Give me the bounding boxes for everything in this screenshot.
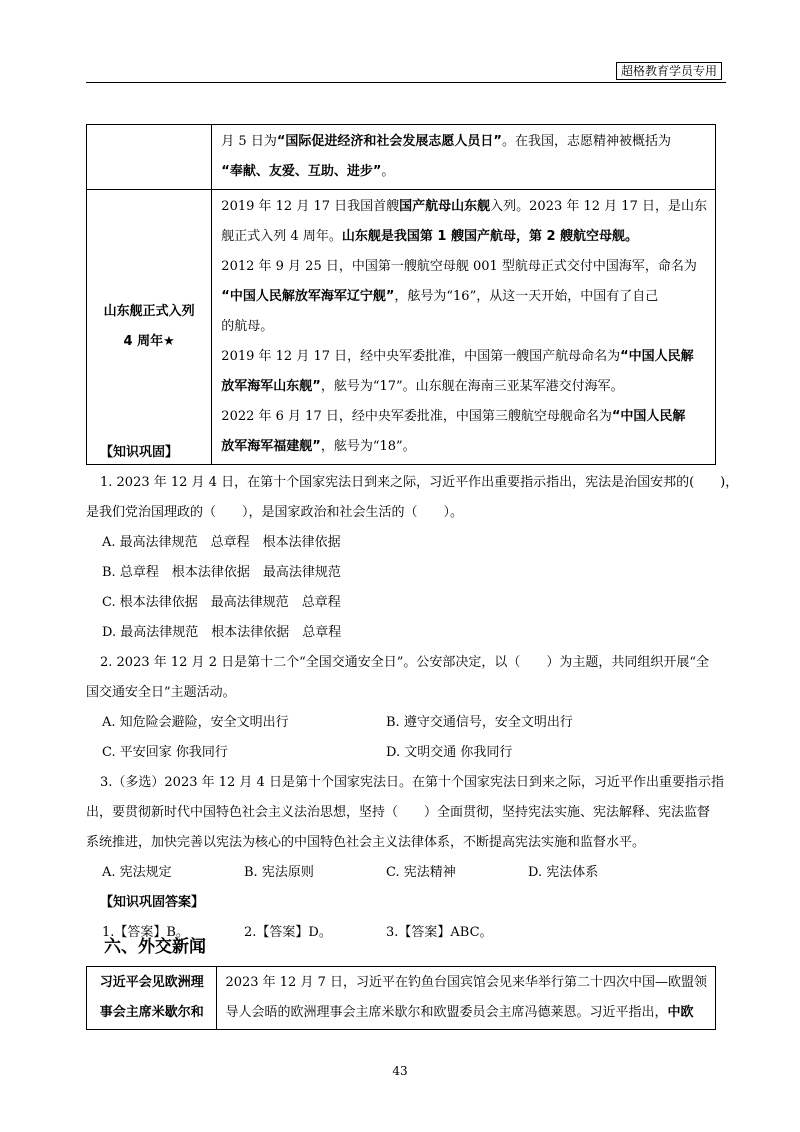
question-1 xyxy=(86,468,739,648)
text-line xyxy=(221,372,707,402)
bold-segment: “国际促进经济和社会发展志愿人员日” xyxy=(276,134,502,149)
text-line xyxy=(221,127,707,157)
table-row xyxy=(87,967,716,1030)
text-segment: 2019 年 12 月 17 日，经中央军委批准，中国第一艘国产航母命名为 xyxy=(221,349,621,364)
text-segment: 。 xyxy=(381,164,395,179)
page-number: 43 xyxy=(392,1064,408,1078)
topic-line: 习近平会见欧洲理 xyxy=(99,975,204,990)
question-text: 1. 2023 年 12 月 4 日，在第十个国家宪法日到来之际，习近平作出重要指示指出，宪法是治国安邦的( )， xyxy=(100,475,739,490)
news-table-1 xyxy=(86,124,716,465)
text-segment: ，舷号为“16”，从这一天开始，中国有了自己 xyxy=(394,289,659,304)
shandong-carrier-cell xyxy=(212,190,716,465)
option: A. 宪法规定 xyxy=(102,865,172,880)
topic-line: 事会主席米歇尔和 xyxy=(99,1005,204,1020)
text-segment: ，舷号为“18”。 xyxy=(320,439,416,454)
text-segment: 2023 年 12 月 7 日，习近平在钓鱼台国宾馆会见来华举行第二十四次中国—欧盟领 xyxy=(225,975,707,990)
text-line xyxy=(221,402,707,432)
text-line xyxy=(225,998,707,1028)
bold-segment: 国产航母山东舰 xyxy=(399,199,491,214)
option: C. 宪法精神 xyxy=(386,865,456,880)
text-segment: 舰正式入列 4 周年。 xyxy=(221,229,342,244)
question-text: 国交通安全日”主题活动。 xyxy=(86,685,236,700)
option: C. 平安回家 你我同行 xyxy=(102,745,228,760)
topic-line: 山东舰正式入列 xyxy=(103,304,195,319)
question-text: 出，要贯彻新时代中国特色社会主义法治思想，坚持（ ）全面贯彻，坚持宪法实施、宪法解释、宪法监督 xyxy=(86,805,711,820)
question-text: 系统推进，加快完善以宪法为核心的中国特色社会主义法律体系，不断提高宪法实施和监督水平。 xyxy=(86,835,646,850)
text-segment: 的航母。 xyxy=(221,319,274,334)
bold-segment: “中国人民解放军海军辽宁舰” xyxy=(221,289,395,304)
text-segment: 2012 年 9 月 25 日，中国第一艘航空母舰 001 型航母正式交付中国海军，命名为 xyxy=(221,259,697,274)
text-segment: ，舷号为“17”。山东舰在海南三亚某军港交付海军。 xyxy=(320,379,624,394)
bold-segment: 放军海军山东舰” xyxy=(221,379,321,394)
topic-xi-meets-eu xyxy=(87,967,217,1030)
bold-segment: 放军海军福建舰” xyxy=(221,439,321,454)
text-line xyxy=(221,192,707,222)
question-3 xyxy=(86,768,724,888)
option: D. 宪法体系 xyxy=(528,865,599,880)
bold-segment: “奉献、友爱、互助、进步” xyxy=(221,164,382,179)
xi-meets-eu-cell xyxy=(217,967,716,1030)
answers-title: 【知识巩固答案】 xyxy=(100,895,205,910)
quiz-section-title: 【知识巩固】 xyxy=(100,445,179,460)
quiz-section xyxy=(86,438,739,948)
question-text: 是我们党治国理政的（ ），是国家政治和社会生活的（ ）。 xyxy=(86,505,464,520)
option: A. 最高法律规范 总章程 根本法律依据 xyxy=(102,535,341,550)
option: A. 知危险会避险，安全文明出行 xyxy=(102,715,289,730)
option-row xyxy=(86,738,716,768)
option-row xyxy=(86,858,716,888)
text-line xyxy=(221,282,707,312)
bold-segment: “中国人民解 xyxy=(620,349,694,364)
text-segment: 月 5 日为 xyxy=(221,134,277,149)
text-line xyxy=(221,252,707,282)
answer: 2.【答案】D。 xyxy=(244,925,332,940)
option: D. 最高法律规范 根本法律依据 总章程 xyxy=(102,625,342,640)
text-segment: 。在我国，志愿精神被概括为 xyxy=(501,134,671,149)
bold-segment: “中国人民解 xyxy=(611,409,686,424)
option: B. 总章程 根本法律依据 最高法律规范 xyxy=(102,565,341,580)
question-text: 2. 2023 年 12 月 2 日是第十二个“全国交通安全日”。公安部决定，以（ ）为主题，共同组织开展“全 xyxy=(100,655,710,670)
answer: 1.【答案】B。 xyxy=(102,925,189,940)
text-line xyxy=(221,157,707,187)
option: D. 文明交通 你我同行 xyxy=(386,745,513,760)
question-text: 3.（多选）2023 年 12 月 4 日是第十个国家宪法日。在第十个国家宪法日到来之际，习近平作出重要指示指 xyxy=(100,775,724,790)
bold-segment: 中欧 xyxy=(667,1005,694,1020)
text-segment: 导人会晤的欧洲理事会主席米歇尔和欧盟委员会主席冯德莱恩。习近平指出， xyxy=(225,1005,668,1020)
text-segment: 入列。2023 年 12 月 17 日，是山东 xyxy=(490,199,707,214)
header-divider xyxy=(86,82,726,83)
text-segment: 2019 年 12 月 17 日我国首艘 xyxy=(221,199,400,214)
text-segment: 2022 年 6 月 17 日，经中央军委批准，中国第三艘航空母舰命名为 xyxy=(221,409,612,424)
topic-shandong-carrier xyxy=(87,190,212,465)
text-line xyxy=(221,342,707,372)
option: C. 根本法律依据 最高法律规范 总章程 xyxy=(102,595,341,610)
text-line xyxy=(221,312,707,342)
table-row xyxy=(87,125,716,190)
table-row xyxy=(87,190,716,465)
option: B. 宪法原则 xyxy=(244,865,314,880)
answer: 3.【答案】ABC。 xyxy=(386,925,493,940)
table-cell-empty xyxy=(87,125,212,190)
text-line xyxy=(221,222,707,252)
topic-line: 4 周年★ xyxy=(123,334,175,349)
section-title-diplomacy: 六、外交新闻 xyxy=(104,937,206,957)
volunteer-day-cell xyxy=(212,125,716,190)
news-table-2 xyxy=(86,966,716,1030)
question-2 xyxy=(86,648,716,768)
bold-segment: 山东舰是我国第 1 艘国产航母，第 2 艘航空母舰。 xyxy=(341,229,639,244)
option-row xyxy=(86,708,716,738)
header-tag: 超格教育学员专用 xyxy=(616,62,722,80)
option: B. 遵守交通信号，安全文明出行 xyxy=(386,715,573,730)
text-line xyxy=(225,968,707,998)
